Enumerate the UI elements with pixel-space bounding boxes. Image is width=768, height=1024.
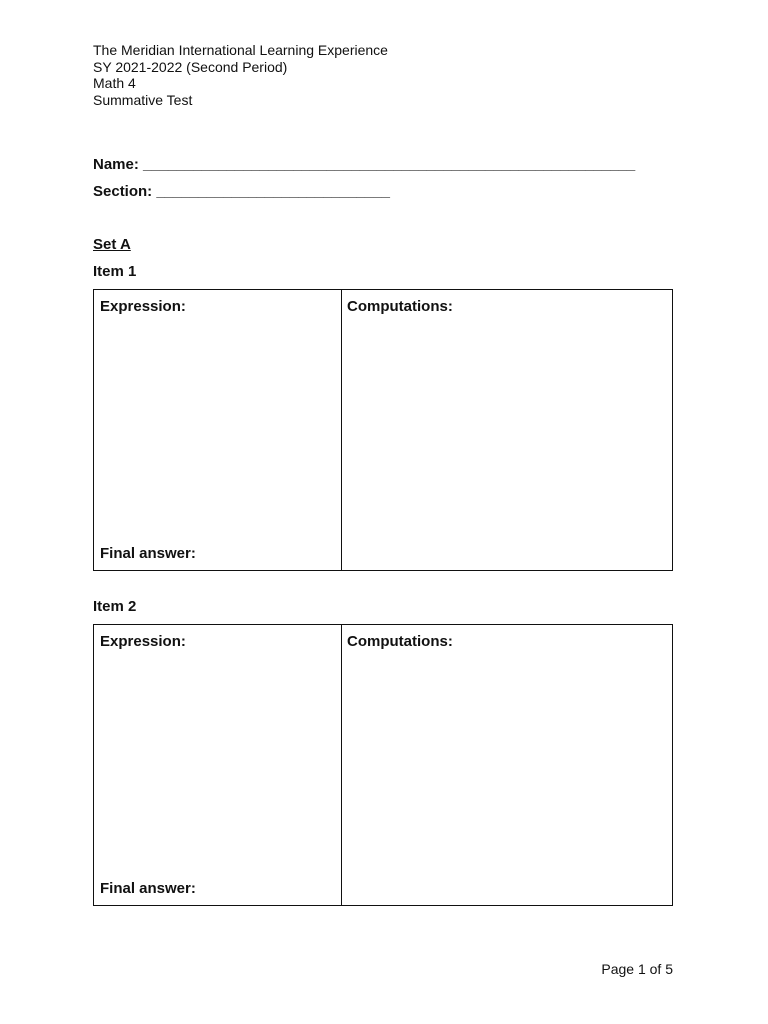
document-header — [93, 42, 388, 108]
item-2-expression-cell — [94, 625, 342, 905]
item-1-final-answer-label: Final answer: — [100, 545, 196, 562]
set-title: Set A — [93, 236, 131, 253]
item-2-title: Item 2 — [93, 598, 137, 615]
test-type: Summative Test — [93, 91, 193, 108]
item-1-expression-cell — [94, 290, 342, 570]
item-1-answer-box — [93, 289, 673, 571]
page-number: Page 1 of 5 — [601, 961, 673, 977]
item-1-computations-label: Computations: — [347, 298, 453, 315]
school-year: SY 2021-2022 (Second Period) — [93, 58, 288, 75]
item-1-title: Item 1 — [93, 263, 137, 280]
name-field: Name: ___________________________________________________________ — [93, 156, 636, 173]
subject: Math 4 — [93, 75, 136, 91]
item-2-final-answer-label: Final answer: — [100, 880, 196, 897]
item-2-computations-label: Computations: — [347, 633, 453, 650]
school-name: The Meridian International Learning Experience — [93, 42, 388, 58]
section-field: Section: ____________________________ — [93, 183, 390, 200]
item-2-expression-label: Expression: — [100, 633, 186, 650]
item-1-expression-label: Expression: — [100, 298, 186, 315]
item-2-answer-box — [93, 624, 673, 906]
